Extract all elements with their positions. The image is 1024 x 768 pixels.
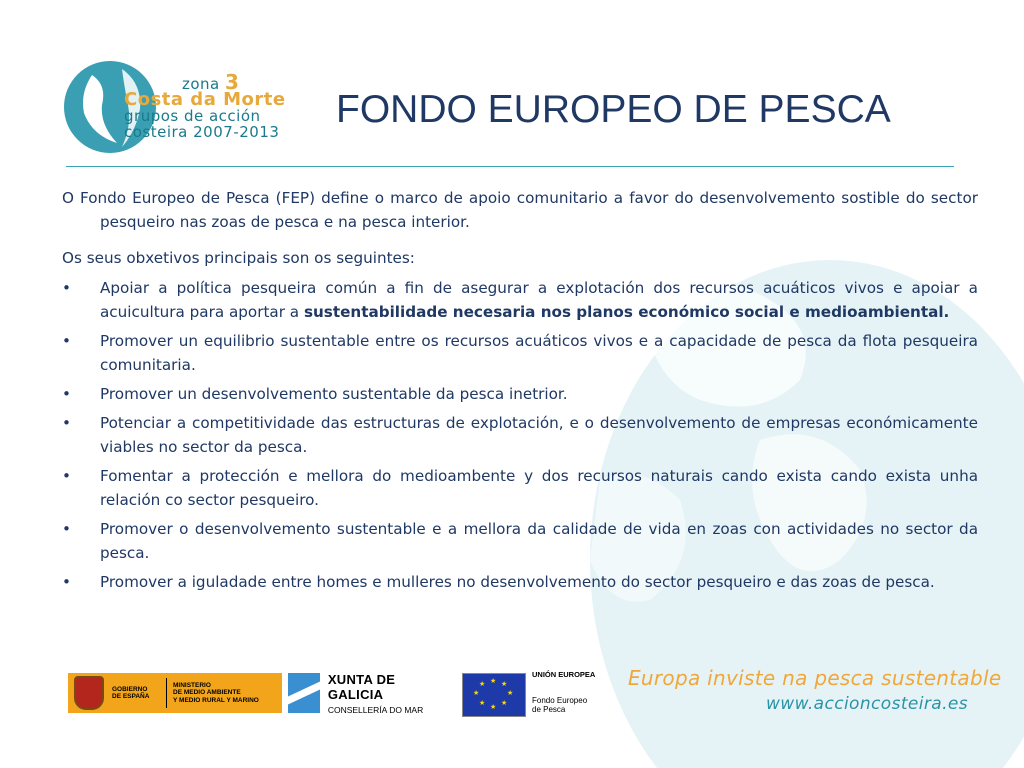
list-item [62,464,978,512]
main-content [62,186,978,599]
bullet-marker: • [62,414,71,432]
objectives-list [62,276,978,594]
bullet-marker: • [62,467,71,485]
bullet-marker: • [62,385,71,403]
logo-line-costeira: costeira 2007-2013 [124,123,280,141]
logo-line-costa: Costa da Morte [124,89,286,110]
xunta-text [328,672,454,715]
xunta-title: XUNTA DE GALICIA [327,671,396,702]
galicia-flag-icon [288,673,320,713]
ministerio-label: MINISTERIO DE MEDIO AMBIENTE Y MEDIO RURAL Y MARINO [173,681,259,704]
gobierno-label: GOBIERNO DE ESPAÑA [112,685,150,700]
slogan: Europa inviste na pesca sustentable [628,666,1002,690]
objective-text: Promover un equilibrio sustentable entre os recursos acuáticos vivos e a capacidade de pesca da flota pesqueira comunitaria. [100,332,978,374]
objective-text: Fomentar a protección e mellora do medioambente y dos recursos naturais cando exista cando exista unha relación co sector pesqueiro. [100,467,978,509]
objective-text: Potenciar a competitividade das estructuras de explotación, e o desenvolvemento de empresas económicamente viables no sector da pesca. [100,414,978,456]
objective-text: Promover o desenvolvemento sustentable e a mellora da calidade de vida en zoas con actividades no sector da pesca. [100,520,978,562]
logo-zone-word: zona [182,75,220,93]
title-divider [66,166,954,167]
footer-logos [0,660,1024,720]
eu-subtitle: Fondo Europeo de Pesca [532,696,588,714]
xunta-galicia-logo [288,673,454,713]
list-item [62,570,978,594]
xunta-subtitle: CONSELLERÍA DO MAR [327,704,424,715]
intro-paragraph: O Fondo Europeo de Pesca (FEP) define o marco de apoio comunitario a favor do desenvolvemento sostible do sector pesqueiro nas zoas de pesca e na pesca interior. [62,189,978,231]
list-item [62,411,978,459]
logo-line-grupos: grupos de acción [124,107,261,125]
page-title: FONDO EUROPEO DE PESCA [336,88,891,131]
bullet-marker: • [62,279,71,297]
list-item [62,276,978,324]
objective-bold-text: sustentabilidade necesaria nos planos económico social e medioambiental. [303,303,950,321]
website-url: www.accioncosteira.es [766,694,969,714]
objective-text: Apoiar a política pesqueira común a fin de asegurar a explotación dos recursos acuáticos vivos e apoiar a acuicultura para aportar a [100,279,978,321]
logo-text [124,70,286,141]
objective-text: Promover a iguladade entre homes e mulleres no desenvolvemento do sector pesqueiro e das zoas de pesca. [100,573,935,591]
bullet-marker: • [62,573,71,591]
logo-separator [166,678,167,708]
objectives-heading: Os seus obxetivos principais son os seguintes: [62,249,415,267]
eu-title: UNIÓN EUROPEA [532,670,596,679]
list-item [62,382,978,406]
list-item [62,517,978,565]
gobierno-espana-logo [68,673,282,713]
logo-zone-number: 3 [225,70,240,94]
objective-text: Promover un desenvolvemento sustentable da pesca inetrior. [100,385,568,403]
union-europea-logo [462,670,612,720]
coat-of-arms-icon [74,676,104,710]
list-item [62,329,978,377]
bullet-marker: • [62,332,71,350]
bullet-marker: • [62,520,71,538]
eu-flag-icon: ★ ★ ★ ★ ★ ★ ★ ★ [462,673,526,717]
